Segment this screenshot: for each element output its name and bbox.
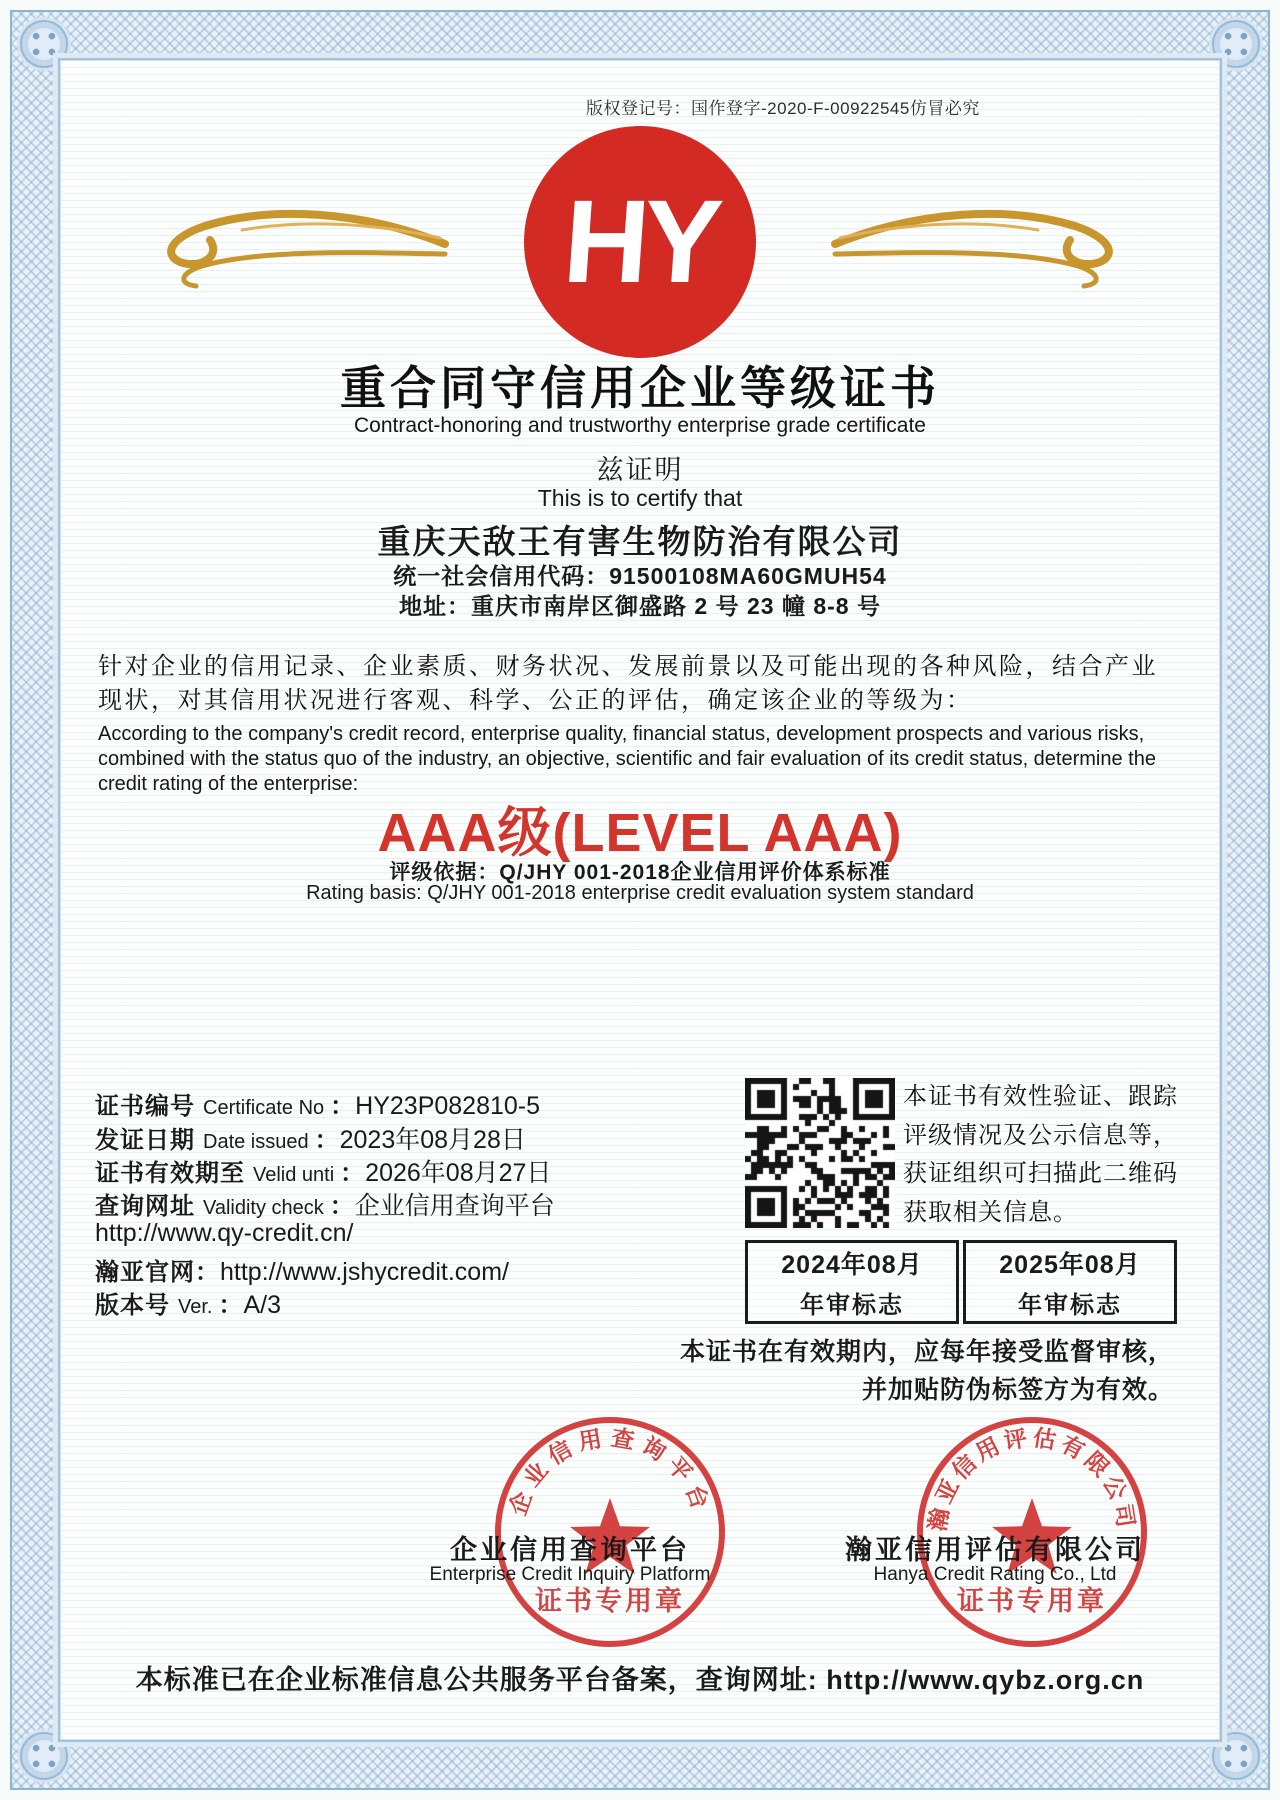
detail-label-en: Date issued	[203, 1131, 309, 1153]
audit-label: 年审标志	[800, 1291, 904, 1319]
qr-note-line: 获证组织可扫描此二维码	[903, 1160, 1178, 1187]
company-name: 重庆天敌王有害生物防治有限公司	[377, 523, 903, 560]
gold-flourish-right-icon	[830, 192, 1130, 312]
right-seal-arc-text: 瀚亚信用评估有限公司	[924, 1424, 1140, 1533]
issuer-left-name-en: Enterprise Credit Inquiry Platform	[429, 1564, 711, 1585]
detail-separator: ：	[330, 1093, 356, 1120]
rating-basis-en: Rating basis: Q/JHY 001-2018 enterprise credit evaluation system standard	[306, 882, 974, 904]
certify-en: This is to certify that	[537, 485, 743, 511]
detail-separator: ：	[340, 1160, 366, 1187]
supervision-line2: 并加贴防伪标签方为有效。	[861, 1376, 1174, 1404]
detail-row-certificate-no	[95, 1086, 540, 1121]
evaluation-zh-line2: 现状，对其信用状况进行客观、科学、公正的评估，确定该企业的等级为：	[98, 687, 973, 714]
detail-row-official-site	[95, 1252, 509, 1287]
qr-note-line: 评级情况及公示信息等，	[903, 1121, 1178, 1149]
evaluation-zh-line1: 针对企业的信用记录、企业素质、财务状况、发展前景以及可能出现的各种风险，结合产业	[98, 653, 1158, 680]
detail-label-zh: 证书有效期至	[95, 1160, 245, 1187]
audit-label: 年审标志	[1018, 1291, 1122, 1319]
qr-code	[745, 1078, 895, 1228]
address-line: 地址：重庆市南岸区御盛路 2 号 23 幢 8-8 号	[399, 593, 881, 619]
copyright-registration-line: 版权登记号：国作登字-2020-F-00922545仿冒必究	[586, 99, 980, 118]
certify-zh: 兹证明	[596, 455, 684, 485]
detail-value: A/3	[243, 1291, 282, 1319]
hy-logo-letters: HY	[559, 176, 721, 308]
qr-note-line: 本证书有效性验证、跟踪	[903, 1083, 1178, 1110]
detail-separator: ：	[314, 1127, 340, 1154]
detail-value: HY23P082810-5	[355, 1092, 541, 1120]
audit-period: 2024年08月	[781, 1250, 923, 1279]
detail-value-url: http://www.qy-credit.cn/	[95, 1219, 354, 1247]
hy-logo	[524, 126, 756, 358]
detail-value: 2026年08月27日	[365, 1159, 552, 1187]
detail-label-zh: 瀚亚官网	[95, 1259, 195, 1286]
detail-label-en: Ver.	[178, 1296, 213, 1318]
detail-value-url: http://www.jshycredit.com/	[220, 1258, 509, 1286]
detail-label-en: Velid unti	[253, 1164, 335, 1186]
detail-label-zh: 查询网址	[95, 1193, 195, 1220]
certificate-title: 重合同守信用企业等级证书	[340, 362, 940, 414]
detail-label-en: Certificate No	[203, 1097, 325, 1119]
issuer-right-name-en: Hanya Credit Rating Co., Ltd	[873, 1564, 1117, 1585]
qr-note-line: 获取相关信息。	[903, 1198, 1078, 1226]
left-seal-bottom-text: 证书专用章	[535, 1586, 685, 1616]
detail-label-zh: 发证日期	[95, 1127, 195, 1154]
gold-flourish-left-icon	[150, 192, 450, 312]
evaluation-en: According to the company's credit record, enterprise quality, financial status, development prospects and various risks, combined with the status quo of the industry, an objective, scientific and fair evaluation of its credit status, determine the credit rating of the enterprise:	[98, 723, 1156, 795]
rating-grade: AAA级(LEVEL AAA)	[377, 803, 903, 863]
right-seal-bottom-text: 证书专用章	[957, 1586, 1107, 1616]
detail-row-date-issued	[95, 1120, 526, 1156]
detail-row-version	[95, 1285, 281, 1320]
detail-row-valid-until	[95, 1153, 551, 1189]
detail-row-validity-check	[95, 1186, 555, 1222]
detail-label-zh: 版本号	[95, 1292, 170, 1319]
detail-label-zh: 证书编号	[95, 1093, 195, 1120]
detail-value: 企业信用查询平台	[354, 1192, 555, 1220]
detail-separator: ：	[218, 1292, 244, 1319]
detail-row-query-url	[95, 1219, 353, 1248]
audit-mark-box-2024	[745, 1240, 959, 1324]
rating-basis-zh: 评级依据：Q/JHY 001-2018企业信用评价体系标准	[389, 861, 891, 884]
audit-mark-box-2025	[963, 1240, 1177, 1324]
detail-separator: ：	[195, 1259, 220, 1286]
issuer-left-name: 企业信用查询平台	[450, 1535, 690, 1565]
detail-label-en: Validity check	[203, 1197, 324, 1219]
supervision-line1: 本证书在有效期内，应每年接受监督审核，	[679, 1338, 1174, 1366]
footer-filing-line: 本标准已在企业标准信息公共服务平台备案，查询网址: http://www.qybz.org.cn	[135, 1665, 1145, 1695]
audit-period: 2025年08月	[999, 1250, 1141, 1279]
detail-separator: ：	[329, 1193, 355, 1220]
credit-code-line: 统一社会信用代码：91500108MA60GMUH54	[393, 563, 887, 589]
detail-value: 2023年08月28日	[339, 1126, 526, 1154]
left-seal-arc-text: 企业信用查询平台	[504, 1424, 716, 1519]
certificate-title-en: Contract-honoring and trustworthy enterprise grade certificate	[354, 414, 926, 437]
issuer-right-name: 瀚亚信用评估有限公司	[845, 1535, 1145, 1565]
qr-note	[903, 1078, 1183, 1232]
